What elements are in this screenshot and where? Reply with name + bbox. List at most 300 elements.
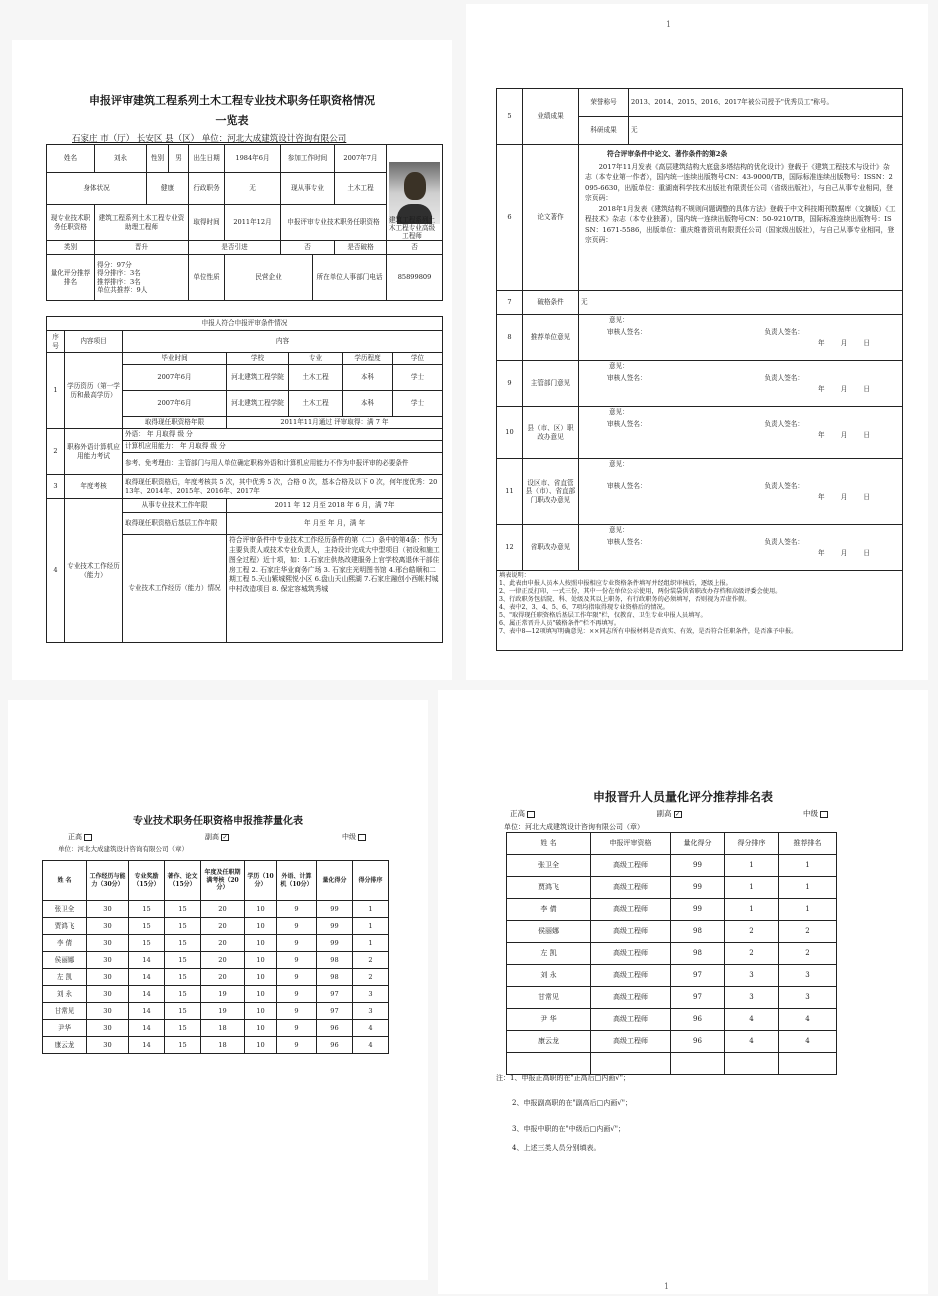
row-value-cell: 9 (277, 969, 317, 986)
foreign-language-row: 外语： 年 月取得 级 分 (123, 429, 443, 441)
name-value: 刘永 (95, 145, 147, 173)
row-value-cell: 98 (671, 943, 725, 965)
page-3-levels (68, 832, 368, 842)
conditions-table (46, 316, 443, 643)
edu-cell: 河北建筑工程学院 (227, 365, 289, 391)
row-value-cell: 30 (87, 901, 129, 918)
seq-7: 7 (497, 291, 523, 315)
research-label: 科研成果 (579, 117, 629, 145)
row-value-cell: 30 (87, 969, 129, 986)
hr-phone-label: 所在单位人事部门电话 (313, 255, 387, 301)
page-3-quantification-table (8, 700, 428, 1280)
row-value-cell: 15 (165, 935, 201, 952)
sign-date: 年 月 日 (818, 493, 870, 502)
health-label: 身体状况 (47, 173, 147, 205)
row-name-cell: 甘常见 (43, 1003, 87, 1020)
row-name-cell: 贾鸿飞 (43, 918, 87, 935)
row-value-cell: 19 (201, 986, 245, 1003)
row-value-cell: 30 (87, 1020, 129, 1037)
table-row (507, 987, 837, 1009)
q-header: 得分排序 (353, 861, 389, 901)
row-value-cell: 2 (353, 969, 389, 986)
row-value-cell: 高级工程师 (591, 899, 671, 921)
intro-value: 否 (281, 241, 335, 255)
row-value-cell: 15 (165, 901, 201, 918)
checkbox-checked-icon: ✓ (222, 833, 228, 841)
table-row (43, 1003, 389, 1020)
row-value-cell: 98 (317, 969, 353, 986)
table-row (43, 918, 389, 935)
row-value-cell: 99 (317, 935, 353, 952)
row-value-cell: 4 (779, 1009, 837, 1031)
row-value-cell: 1 (725, 855, 779, 877)
sign-date: 年 月 日 (818, 431, 870, 440)
row-value-cell: 14 (129, 969, 165, 986)
q-header: 学历（10分） (245, 861, 277, 901)
row-name-cell: 尹 华 (507, 1009, 591, 1031)
edu-cell: 土木工程 (289, 391, 343, 417)
fill-instructions (497, 571, 903, 651)
row-name-cell (507, 1053, 591, 1075)
language-computer-item: 职称外语计算机应用能力考试 (65, 429, 123, 475)
province-office-opinion (579, 525, 903, 571)
type-label: 类别 (47, 241, 95, 255)
row-value-cell (779, 1053, 837, 1075)
row-value-cell: 30 (87, 1003, 129, 1020)
page-1-title: 申报评审建筑工程系列土木工程专业技术职务任职资格情况 (89, 94, 375, 107)
applicant-photo (389, 162, 440, 224)
score-line: 单位共推荐：9人 (97, 285, 148, 294)
page-4-number: 1 (664, 1282, 670, 1291)
page-3-unit: 单位：河北大成建筑设计咨询有限公司（章） (58, 845, 188, 853)
row-value-cell: 4 (353, 1037, 389, 1054)
row-value-cell: 99 (671, 855, 725, 877)
reviewer-sign: 审核人签名： (607, 374, 647, 383)
row-value-cell: 20 (201, 969, 245, 986)
row-value-cell: 9 (277, 986, 317, 1003)
table-row (43, 1037, 389, 1054)
row-name-cell: 李 倩 (43, 935, 87, 952)
hr-phone-value: 85899809 (387, 255, 443, 301)
page-1-header-line: 石家庄 市（厅） 长安区 县（区） 单位：河北大成建筑设计咨询有限公司 (72, 134, 347, 144)
research-value: 无 (629, 117, 903, 145)
unit-nature-value: 民营企业 (225, 255, 313, 301)
row-value-cell: 9 (277, 935, 317, 952)
name-label: 姓名 (47, 145, 95, 173)
edu-header: 毕业时间 (123, 353, 227, 365)
row-value-cell: 1 (779, 855, 837, 877)
opinion-label: 意见： (609, 460, 629, 468)
admin-value: 无 (225, 173, 281, 205)
row-value-cell: 14 (129, 1020, 165, 1037)
leader-sign: 负责人签名： (764, 420, 804, 429)
level-senior-label: 正高 (510, 809, 525, 818)
education-item: 学历资历（第一学历和最高学历） (65, 353, 123, 429)
note-line: 3、申报中职的在"中级后□内画√"； (512, 1124, 625, 1133)
current-qualification-label: 现专业技术职务任职资格 (47, 205, 95, 241)
row-value-cell: 1 (725, 899, 779, 921)
row-value-cell: 30 (87, 918, 129, 935)
row-name-cell: 侯丽娜 (43, 952, 87, 969)
row-name-cell: 尹华 (43, 1020, 87, 1037)
row-value-cell: 96 (671, 1009, 725, 1031)
r-header: 得分排序 (725, 833, 779, 855)
sex-label: 性别 (147, 145, 169, 173)
row-value-cell: 97 (317, 986, 353, 1003)
paper-condition: 符合评审条件中论文、著作条件的第2条 (607, 150, 728, 158)
county-office-item: 县（市、区）职改办意见 (523, 407, 579, 459)
row-value-cell: 3 (353, 986, 389, 1003)
row-value-cell: 14 (129, 1003, 165, 1020)
row-value-cell: 97 (317, 1003, 353, 1020)
checkbox-empty-icon (358, 834, 366, 841)
edu-header: 学历程度 (343, 353, 393, 365)
level-vice-senior-label: 副高 (205, 833, 219, 841)
row-value-cell: 10 (245, 918, 277, 935)
assessment-text: 取得现任职资格后，年度考核共 5 次，其中优秀 5 次，合格 0 次，基本合格及以下 0 次，何年度优秀：2013年、2014年、2015年、2016年、2017年 (123, 475, 443, 499)
row-value-cell: 15 (165, 986, 201, 1003)
level-senior-label: 正高 (68, 833, 82, 841)
recommend-unit-item: 推荐单位意见 (523, 315, 579, 361)
row-value-cell: 3 (725, 965, 779, 987)
personal-info-table (46, 144, 443, 301)
note-line: 2、申报副高职的在"副高后□内画√"； (512, 1099, 632, 1108)
leader-sign: 负责人签名： (764, 374, 804, 383)
row-value-cell: 9 (277, 1020, 317, 1037)
row-value-cell (671, 1053, 725, 1075)
note-line: 6、属正常晋升人员"破格条件"栏不再填写。 (499, 620, 621, 628)
edu-cell: 本科 (343, 391, 393, 417)
opinion-label: 意见： (609, 362, 629, 370)
row-value-cell: 2 (779, 921, 837, 943)
experience-detail-label: 专业技术工作经历（能力）情况 (123, 535, 227, 643)
row-value-cell: 10 (245, 1020, 277, 1037)
seq-4: 4 (47, 499, 65, 643)
row-value-cell: 96 (671, 1031, 725, 1053)
row-value-cell: 30 (87, 986, 129, 1003)
row-value-cell: 97 (671, 987, 725, 1009)
checkbox-empty-icon (527, 811, 535, 818)
note-line: 2、一律正反打印，一式三份，其中一份在单位公示使用，两份装袋供省职改办存档和高级评委会使用。 (499, 588, 782, 596)
edu-cell: 河北建筑工程学院 (227, 391, 289, 417)
checkbox-empty-icon (820, 811, 828, 818)
q-header: 外语、计算机（10分） (277, 861, 317, 901)
row-value-cell: 2 (725, 921, 779, 943)
row-name-cell: 张卫全 (507, 855, 591, 877)
row-value-cell: 15 (129, 901, 165, 918)
page-4-notes (496, 1074, 632, 1154)
row-value-cell: 15 (129, 935, 165, 952)
conditions-title: 申报人符合申报评审条件情况 (47, 317, 443, 331)
row-value-cell: 97 (671, 965, 725, 987)
q-header: 量化得分 (317, 861, 353, 901)
table-row (43, 935, 389, 952)
paper-1: 2017年11月发表《高层建筑结构大底盘多塔结构的优化设计》登载于《建筑工程技术与设计》杂志（本专业第一作者），国内统一连续出版物号CN：43-9000/TB，国际标准连续出版物号：ISSN：2095-6630，出版单位：重湖南科学技术出版社有限责任公司（省级出版社），与自己从事专业相同，登宗页码： (585, 162, 893, 203)
level-vice-senior-label: 副高 (656, 809, 672, 818)
row-value-cell: 3 (779, 965, 837, 987)
row-value-cell: 高级工程师 (591, 965, 671, 987)
page-3-title: 专业技术职务任职资格申报推荐量化表 (133, 816, 303, 827)
note-line: 1、此表由申报人员本人按照申报相应专业资格条件填写并经组织审核后，逐级上报。 (499, 580, 732, 588)
current-major-label: 现从事专业 (281, 173, 335, 205)
row-value-cell: 3 (353, 1003, 389, 1020)
row-name-cell: 甘常见 (507, 987, 591, 1009)
r-header: 量化得分 (671, 833, 725, 855)
tenure-value: 2011年11月通过 评审取得：满 7 年 (227, 417, 443, 429)
obtain-time-value: 2011年12月 (225, 205, 281, 241)
seq-12: 12 (497, 525, 523, 571)
sign-date: 年 月 日 (818, 549, 870, 558)
health-value: 健康 (147, 173, 189, 205)
row-value-cell: 1 (353, 918, 389, 935)
row-value-cell: 98 (671, 921, 725, 943)
row-value-cell: 9 (277, 1037, 317, 1054)
row-name-cell: 刘 永 (43, 986, 87, 1003)
leader-sign: 负责人签名： (764, 328, 804, 337)
paper-content (579, 145, 903, 291)
experience-detail-text: 符合评审条件中专业技术工作经历条件的第（二）条中的第4条：作为主要负责人或技术专业负责人，主持设计完成大中型项目（初设和施工图全过程）近十项，如：1.石家庄供热改建服务上官学校离退休干部住房工程 2. 石家庄华业商务广场 3. 石家庄光明图书馆 4.邢台皓顺和二期工程 5.天山紫城熙悦小区 6.盘山天山熙湖 7.石家庄融创小西帐村城中村改造项目 8. 保定容城筑秀城 (227, 535, 443, 643)
table-row (507, 1053, 837, 1075)
row-value-cell: 9 (277, 918, 317, 935)
row-value-cell: 10 (245, 969, 277, 986)
score-line: 得分：97分 (97, 261, 132, 270)
ranking-table (506, 832, 837, 1075)
row-name-cell: 张卫全 (43, 901, 87, 918)
row-value-cell: 15 (165, 1020, 201, 1037)
honor-label: 荣誉称号 (579, 89, 629, 117)
note-line: 5、"取得现任职资格后基层工作年限"栏，仅教育、卫生专业申报人员填写。 (499, 612, 707, 620)
edu-header: 专业 (289, 353, 343, 365)
county-office-opinion (579, 407, 903, 459)
edu-header: 学校 (227, 353, 289, 365)
row-value-cell: 1 (725, 877, 779, 899)
table-row (507, 943, 837, 965)
table-row (43, 986, 389, 1003)
current-major-value: 土木工程 (335, 173, 387, 205)
basic-level-years-value: 年 月至 年 月，满 年 (227, 513, 443, 535)
table-row (43, 1020, 389, 1037)
row-value-cell: 18 (201, 1037, 245, 1054)
row-name-cell: 贾鸿飞 (507, 877, 591, 899)
checkbox-checked-icon: ✓ (674, 810, 681, 818)
basic-level-years-label: 取得现任职资格后基层工作年限 (123, 513, 227, 535)
table-row (43, 901, 389, 918)
q-header: 姓 名 (43, 861, 87, 901)
sign-date: 年 月 日 (818, 385, 870, 394)
opinion-label: 意见： (609, 316, 629, 324)
exempt-value: 否 (387, 241, 443, 255)
row-value-cell: 99 (317, 918, 353, 935)
row-value-cell: 30 (87, 1037, 129, 1054)
apply-qualification-label: 申报评审专业技术职务任职资格 (281, 205, 387, 241)
row-value-cell: 15 (129, 918, 165, 935)
row-value-cell: 10 (245, 1037, 277, 1054)
quantification-rows (43, 901, 389, 1054)
row-value-cell: 高级工程师 (591, 987, 671, 1009)
row-value-cell: 1 (779, 877, 837, 899)
sign-date: 年 月 日 (818, 339, 870, 348)
row-value-cell: 1 (779, 899, 837, 921)
row-value-cell: 10 (245, 901, 277, 918)
row-value-cell: 9 (277, 1003, 317, 1020)
r-header: 姓 名 (507, 833, 591, 855)
row-value-cell: 3 (779, 987, 837, 1009)
page-4-unit: 单位：河北大成建筑设计咨询有限公司（章） (504, 823, 644, 831)
seq-10: 10 (497, 407, 523, 459)
row-name-cell: 左 凯 (43, 969, 87, 986)
note-line: 4、上述三类人员分别填表。 (512, 1144, 601, 1153)
row-value-cell: 30 (87, 935, 129, 952)
row-name-cell: 刘 永 (507, 965, 591, 987)
row-value-cell: 2 (779, 943, 837, 965)
sex-value: 男 (169, 145, 189, 173)
row-value-cell: 10 (245, 935, 277, 952)
row-value-cell: 2 (353, 952, 389, 969)
row-value-cell: 99 (317, 901, 353, 918)
row-value-cell: 14 (129, 986, 165, 1003)
notes-title: 填表说明： (499, 572, 530, 579)
r-header: 推荐排名 (779, 833, 837, 855)
note-line: 7、表中8—12项填写明确意见：××同志所有申报材料是否真实、有效，是否符合任职条件，是否准予申报。 (499, 628, 798, 636)
table-row (507, 877, 837, 899)
row-value-cell: 20 (201, 952, 245, 969)
table-row (507, 855, 837, 877)
row-value-cell: 18 (201, 1020, 245, 1037)
computer-row: 计算机应用能力： 年 月取得 级 分 (123, 441, 443, 453)
city-office-item: 设区市、省直管县（市）、省直部门职改办意见 (523, 459, 579, 525)
row-value-cell: 30 (87, 952, 129, 969)
table-row (507, 1009, 837, 1031)
score-line: 得分排序：3名 (97, 269, 141, 278)
row-name-cell: 左 凯 (507, 943, 591, 965)
work-start-label: 参加工作时间 (281, 145, 335, 173)
seq-8: 8 (497, 315, 523, 361)
level-intermediate-label: 中级 (342, 833, 356, 841)
row-value-cell: 99 (671, 899, 725, 921)
score-rank-label: 量化评分推荐排名 (47, 255, 95, 301)
exempt-label: 是否破格 (335, 241, 387, 255)
row-value-cell: 10 (245, 952, 277, 969)
row-value-cell: 4 (353, 1020, 389, 1037)
table-row (507, 921, 837, 943)
page-1-summary-form (12, 40, 452, 680)
opinion-label: 意见： (609, 526, 629, 534)
page-2-opinions-form (466, 4, 928, 680)
edu-header: 学位 (393, 353, 443, 365)
row-value-cell (591, 1053, 671, 1075)
row-value-cell: 高级工程师 (591, 1031, 671, 1053)
edu-cell: 2007年6月 (123, 391, 227, 417)
page-2-number: 1 (666, 20, 672, 29)
row-value-cell: 9 (277, 901, 317, 918)
apply-qualification-value: 建筑工程系列土木工程专业高级工程师 (388, 216, 436, 241)
recommend-unit-opinion (579, 315, 903, 361)
supervisor-item: 主管部门意见 (523, 361, 579, 407)
q-header: 著作、论文（15分） (165, 861, 201, 901)
checkbox-empty-icon (84, 834, 92, 841)
seq-3: 3 (47, 475, 65, 499)
row-value-cell: 98 (317, 952, 353, 969)
row-value-cell: 4 (725, 1009, 779, 1031)
row-value-cell: 10 (245, 1003, 277, 1020)
row-value-cell: 15 (165, 952, 201, 969)
edu-cell: 土木工程 (289, 365, 343, 391)
q-header: 年度及任职期满考核（20分） (201, 861, 245, 901)
row-value-cell: 20 (201, 901, 245, 918)
note-line: 注：1、申报正高职的在"正高后□内画√"； (496, 1074, 630, 1082)
row-value-cell: 3 (725, 987, 779, 1009)
seq-6: 6 (497, 145, 523, 291)
row-value-cell: 高级工程师 (591, 877, 671, 899)
score-line: 推荐排序：3名 (97, 277, 141, 286)
row-value-cell: 96 (317, 1037, 353, 1054)
supervisor-opinion (579, 361, 903, 407)
table-row (507, 899, 837, 921)
row-value-cell: 高级工程师 (591, 1009, 671, 1031)
work-years-label: 从事专业技术工作年限 (123, 499, 227, 513)
row-value-cell: 15 (165, 1003, 201, 1020)
seq-2: 2 (47, 429, 65, 475)
edu-cell: 学士 (393, 365, 443, 391)
row-value-cell: 14 (129, 952, 165, 969)
row-value-cell: 4 (779, 1031, 837, 1053)
assessment-item: 年度考核 (65, 475, 123, 499)
seq-5: 5 (497, 89, 523, 145)
edu-cell: 本科 (343, 365, 393, 391)
obtain-time-label: 取得时间 (189, 205, 225, 241)
province-office-item: 省职改办意见 (523, 525, 579, 571)
experience-item: 专业技术工作经历（能力） (65, 499, 123, 643)
paper-item: 论文著作 (523, 145, 579, 291)
row-value-cell: 20 (201, 935, 245, 952)
unit-nature-label: 单位性质 (189, 255, 225, 301)
achievement-item: 业绩成果 (523, 89, 579, 145)
row-value-cell: 1 (353, 901, 389, 918)
table-row (43, 969, 389, 986)
row-value-cell: 96 (317, 1020, 353, 1037)
seq-11: 11 (497, 459, 523, 525)
seq-9: 9 (497, 361, 523, 407)
row-name-cell: 侯丽娜 (507, 921, 591, 943)
level-intermediate-label: 中级 (803, 809, 818, 818)
exempt-reason-row: 参考、免考理由：主管部门与用人单位确定职称外语和计算机应用能力不作为申报评审的必要条件 (123, 453, 443, 475)
note-line: 3、行政职务包括院、科、处级及其以上职务，有行政职务的必须填写，否则视为弄虚作假。 (499, 596, 751, 604)
quantification-table (42, 860, 389, 1054)
q-header: 专业奖励（15分） (129, 861, 165, 901)
page-4-levels (510, 808, 830, 819)
page-1-subtitle: 一览表 (215, 114, 249, 127)
row-value-cell: 高级工程师 (591, 921, 671, 943)
table-row (507, 965, 837, 987)
row-value-cell: 15 (165, 1037, 201, 1054)
break-value: 无 (579, 291, 903, 315)
edu-cell: 学士 (393, 391, 443, 417)
row-value-cell: 14 (129, 1037, 165, 1054)
row-value-cell (725, 1053, 779, 1075)
note-line: 4、表中2、3、4、5、6、7项均指取得现专业资格后的情况。 (499, 604, 669, 612)
row-name-cell: 康云龙 (507, 1031, 591, 1053)
achievements-table (496, 88, 903, 651)
row-name-cell: 康云龙 (43, 1037, 87, 1054)
table-row (43, 952, 389, 969)
score-rank-values (95, 255, 189, 301)
reviewer-sign: 审核人签名： (607, 538, 647, 547)
leader-sign: 负责人签名： (764, 482, 804, 491)
seq-header: 序号 (47, 331, 65, 353)
row-value-cell: 10 (245, 986, 277, 1003)
row-value-cell: 19 (201, 1003, 245, 1020)
row-value-cell: 高级工程师 (591, 943, 671, 965)
